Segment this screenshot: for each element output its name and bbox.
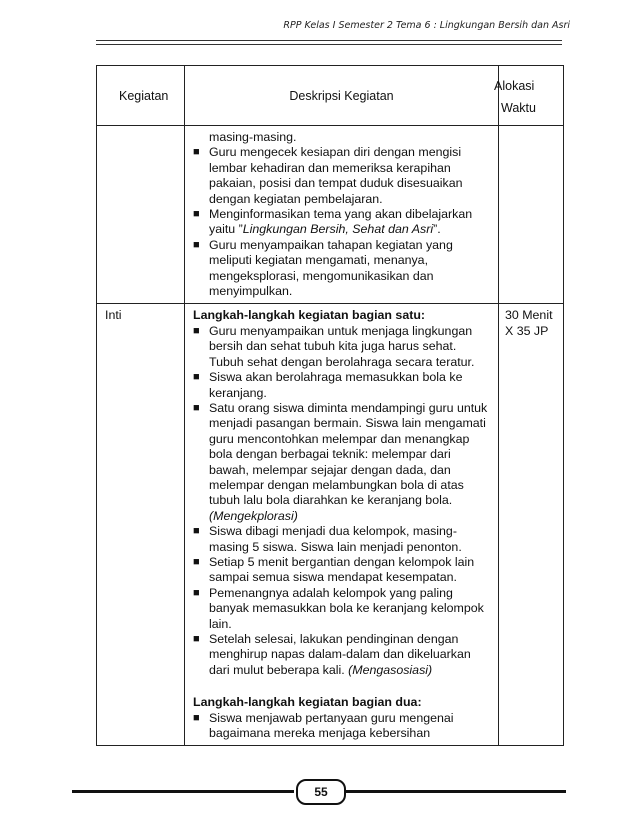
section-heading-part2: Langkah-langkah kegiatan bagian dua: — [193, 695, 422, 710]
tag-associate: (Mengasosiasi) — [348, 662, 433, 677]
column-header-kegiatan: Kegiatan — [97, 66, 185, 126]
footer-rule-left — [72, 790, 294, 793]
list-item: ■ Guru menyampaikan untuk menjaga lingkungan bersih dan sehat tubuh kita juga harus sehat. Tubuh sehat dengan berolahraga secara teratur. — [193, 323, 475, 369]
row1-alokasi-cell — [499, 126, 564, 304]
square-bullet-icon: ■ — [193, 401, 200, 414]
list-item: ■ Satu orang siswa diminta mendampingi guru untuk menjadi pasangan bermain. Siswa lain mengamati guru mencontohkan melempar dan menangkap bola dengan berbagai teknik: melempar dari bawah, melempar sejajar dengan dada, dan melempar dengan melambungkan bola di atas tubuh lalu bola diarahkan ke keranjang bola. (Mengekplorasi) — [193, 400, 488, 523]
tag-explore: (Mengekplorasi) — [209, 508, 298, 523]
alokasi-line2: Waktu — [501, 101, 536, 115]
row1-deskripsi-cell — [185, 126, 499, 304]
header-rule-bottom — [96, 44, 562, 45]
row1-kegiatan-cell — [97, 126, 185, 304]
square-bullet-icon: ■ — [193, 371, 200, 384]
row2-deskripsi-cell — [185, 304, 499, 746]
list-item: ■ Pemenangnya adalah kelompok yang paling banyak memasukkan bola ke keranjang kelompok lain. — [193, 585, 484, 631]
column-header-alokasi — [494, 66, 564, 126]
list-item: ■ Siswa menjawab pertanyaan guru mengenai bagaimana mereka menjaga kebersihan — [193, 710, 454, 741]
list-item: ■ Siswa dibagi menjadi dua kelompok, masing-masing 5 siswa. Siswa lain menjadi penonton. — [193, 524, 462, 554]
square-bullet-icon: ■ — [193, 208, 200, 221]
list-item: ■ Setiap 5 menit bergantian dengan kelompok lain sampai semua siswa mendapat kesempatan. — [193, 554, 475, 585]
list-item: ■ Menginformasikan tema yang akan dibelajarkan yaitu ”Lingkungan Bersih, Sehat dan Asri”. — [193, 207, 473, 237]
spacer — [193, 678, 492, 695]
continuation-text: masing-masing. — [209, 130, 297, 144]
square-bullet-icon: ■ — [193, 525, 200, 538]
square-bullet-icon: ■ — [193, 146, 200, 159]
square-bullet-icon: ■ — [193, 633, 200, 645]
lesson-plan-table — [96, 65, 564, 746]
table-row — [97, 126, 564, 304]
time-line2: X 35 JP — [505, 323, 549, 338]
row2-alokasi-cell — [499, 304, 564, 746]
time-line1: 30 Menit — [505, 308, 553, 323]
square-bullet-icon: ■ — [193, 324, 200, 337]
header-rule-top — [96, 40, 562, 41]
section-heading-part1: Langkah-langkah kegiatan bagian satu: — [193, 308, 426, 323]
square-bullet-icon: ■ — [193, 586, 200, 599]
column-header-deskripsi: Deskripsi Kegiatan — [185, 66, 499, 126]
square-bullet-icon: ■ — [193, 711, 200, 724]
page-number: 55 — [296, 779, 346, 805]
list-item: ■ Siswa akan berolahraga memasukkan bola ke keranjang. — [193, 370, 463, 400]
row2-kegiatan-label: Inti — [97, 304, 185, 746]
theme-title: Lingkungan Bersih, Sehat dan Asri — [242, 222, 434, 237]
document-header: RPP Kelas I Semester 2 Tema 6 : Lingkungan Bersih dan Asri — [283, 20, 570, 31]
alokasi-line1: Alokasi — [494, 79, 535, 93]
list-item: ■ Guru menyampaikan tahapan kegiatan yang meliputi kegiatan mengamati, menanya, mengeksplorasi, mengomunikasikan dan menyimpulkan. — [193, 237, 453, 299]
list-item: ■ Guru mengecek kesiapan diri dengan mengisi lembar kehadiran dan memeriksa kerapihan pakaian, posisi dan tempat duduk disesuaikan dengan kegiatan pembelajaran. — [193, 145, 463, 206]
square-bullet-icon: ■ — [193, 555, 200, 568]
table-header-row — [97, 66, 564, 126]
table-row — [97, 304, 564, 746]
footer-rule-right — [344, 790, 566, 793]
list-item: ■ Setelah selesai, lakukan pendinginan dengan menghirup napas dalam-dalam dan dikeluarkan dari mulut beberapa kali. (Mengasosiasi) — [193, 632, 471, 677]
square-bullet-icon: ■ — [193, 238, 200, 251]
